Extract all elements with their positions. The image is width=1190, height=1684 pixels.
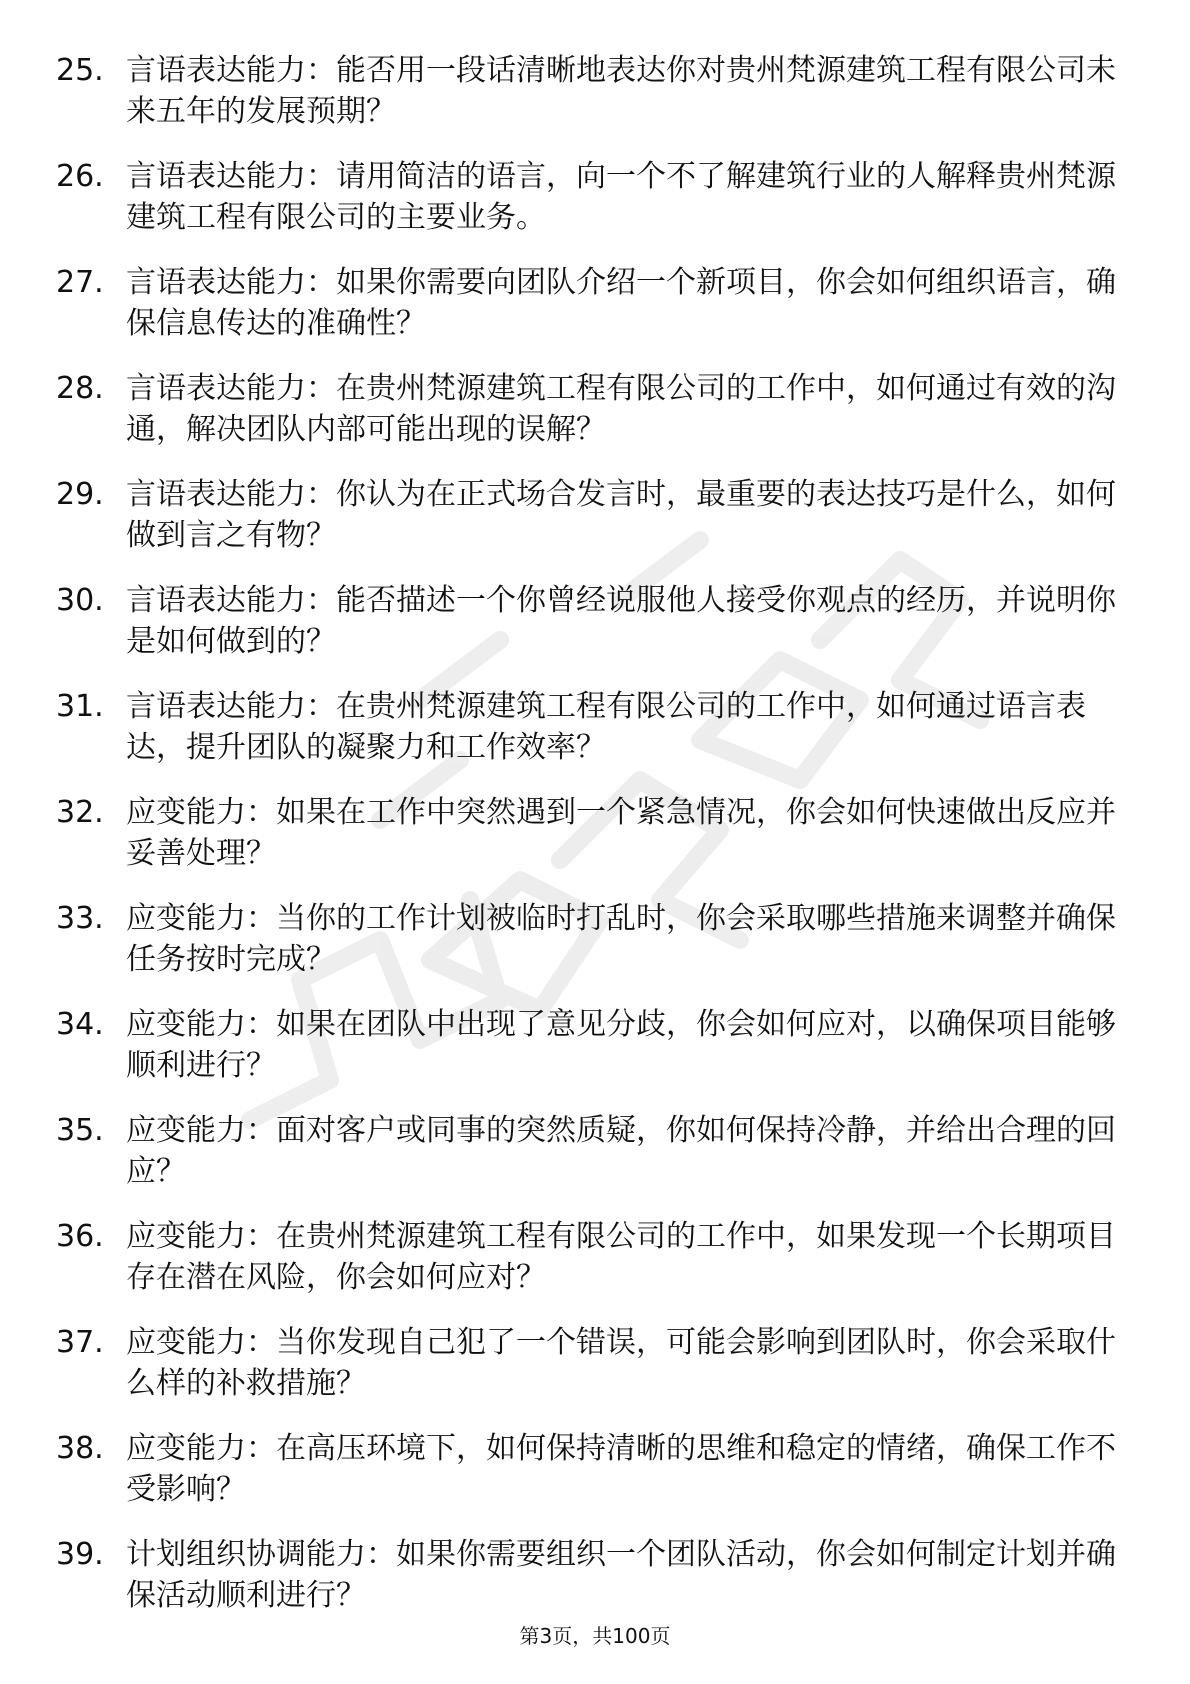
list-item: [56, 1004, 1116, 1086]
list-item: [56, 156, 1116, 238]
page-footer: [0, 1620, 1190, 1649]
list-item: [56, 1110, 1116, 1192]
list-item: [56, 1428, 1116, 1510]
question-text: 言语表达能力：如果你需要向团队介绍一个新项目，你会如何组织语言，确保信息传达的准确性？: [126, 265, 1116, 341]
list-item: [56, 580, 1116, 662]
question-number: 26.: [56, 159, 104, 194]
question-number: 29.: [56, 477, 104, 512]
list-item: [56, 1216, 1116, 1298]
question-text: 应变能力：在高压环境下，如何保持清晰的思维和稳定的情绪，确保工作不受影响？: [126, 1431, 1116, 1507]
question-text: 言语表达能力：你认为在正式场合发言时，最重要的表达技巧是什么，如何做到言之有物？: [126, 477, 1116, 553]
question-text: 言语表达能力：在贵州梵源建筑工程有限公司的工作中，如何通过有效的沟通，解决团队内部可能出现的误解？: [126, 371, 1116, 447]
question-number: 33.: [56, 901, 104, 936]
question-number: 32.: [56, 795, 104, 830]
question-text: 应变能力：在贵州梵源建筑工程有限公司的工作中，如果发现一个长期项目存在潜在风险，你会如何应对？: [126, 1219, 1116, 1295]
question-number: 37.: [56, 1325, 104, 1360]
question-number: 30.: [56, 583, 104, 618]
question-number: 34.: [56, 1007, 104, 1042]
list-item: [56, 686, 1116, 768]
list-item: [56, 368, 1116, 450]
question-text: 应变能力：当你发现自己犯了一个错误，可能会影响到团队时，你会采取什么样的补救措施？: [126, 1325, 1116, 1401]
list-item: [56, 898, 1116, 980]
list-item: [56, 1322, 1116, 1404]
question-text: 应变能力：如果在团队中出现了意见分歧，你会如何应对，以确保项目能够顺利进行？: [126, 1007, 1116, 1083]
question-number: 28.: [56, 371, 104, 406]
question-text: 应变能力：当你的工作计划被临时打乱时，你会采取哪些措施来调整并确保任务按时完成？: [126, 901, 1116, 977]
page-number-label: 第3页，共100页: [519, 1624, 671, 1648]
question-text: 计划组织协调能力：如果你需要组织一个团队活动，你会如何制定计划并确保活动顺利进行？: [126, 1537, 1116, 1613]
question-number: 27.: [56, 265, 104, 300]
question-text: 应变能力：如果在工作中突然遇到一个紧急情况，你会如何快速做出反应并妥善处理？: [126, 795, 1116, 871]
list-item: [56, 50, 1116, 132]
list-item: [56, 474, 1116, 556]
question-text: 言语表达能力：能否描述一个你曾经说服他人接受你观点的经历，并说明你是如何做到的？: [126, 583, 1116, 659]
question-text: 言语表达能力：在贵州梵源建筑工程有限公司的工作中，如何通过语言表达，提升团队的凝聚力和工作效率？: [126, 689, 1086, 765]
question-text: 言语表达能力：请用简洁的语言，向一个不了解建筑行业的人解释贵州梵源建筑工程有限公司的主要业务。: [126, 159, 1116, 235]
list-item: [56, 1534, 1116, 1616]
question-number: 38.: [56, 1431, 104, 1466]
question-text: 言语表达能力：能否用一段话清晰地表达你对贵州梵源建筑工程有限公司未来五年的发展预期？: [126, 53, 1116, 129]
question-list: [56, 50, 1116, 1640]
question-number: 36.: [56, 1219, 104, 1254]
list-item: [56, 792, 1116, 874]
question-number: 39.: [56, 1537, 104, 1572]
question-number: 35.: [56, 1113, 104, 1148]
question-number: 31.: [56, 689, 104, 724]
list-item: [56, 262, 1116, 344]
question-text: 应变能力：面对客户或同事的突然质疑，你如何保持冷静，并给出合理的回应？: [126, 1113, 1116, 1189]
question-number: 25.: [56, 53, 104, 88]
